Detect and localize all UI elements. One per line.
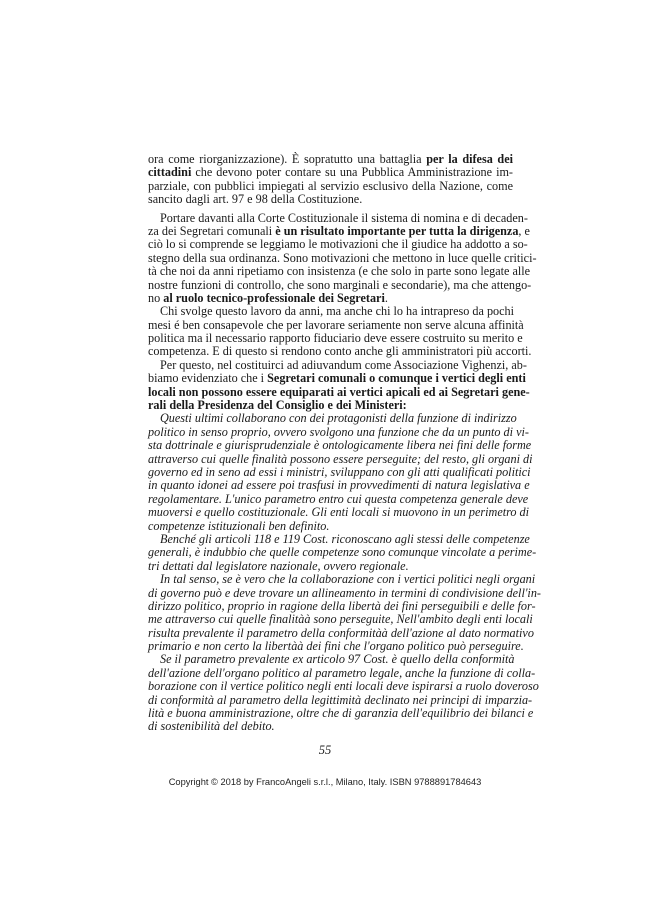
text-line [148,411,517,426]
text-run: stegno della sua ordinanza. Sono motivazioni che mettono in luce quelle critici- [148,250,537,265]
text-run: regolamentare. L'unico parametro entro cui questa competenza generale deve [148,491,529,506]
text-run: , e [518,223,530,238]
text-run: di sostenibilità del debito. [148,719,275,734]
text-line [148,612,533,627]
text-run: governo ed in seno ad essi i ministri, sviluppano con gli atti qualificati politici [148,464,531,479]
text-run: competenza. E di questo si rendono conto anche gli amministratori più accorti. [148,344,532,359]
text-run: sta dottrinale e giurisprudenziale è ontologicamente libera nei fini delle forme [148,438,532,453]
text-run: muoversi e quello costituzionale. Gli enti locali si muovono in un perimetro di [148,505,530,520]
text-line [148,237,528,252]
bold-text: cittadini [148,165,192,180]
paragraph [148,153,513,207]
text-line [148,692,533,707]
text-run: sancito dagli art. 97 e 98 della Costituzione. [148,192,363,207]
text-run: che devono poter contare su una Pubblica Amministrazione im- [191,165,513,180]
paragraph [148,210,537,306]
text-run: tri dettati dal legislatore nazionale, ovvero regionale. [148,558,409,573]
text-run: Chi svolge questo lavoro da anni, ma anche chi lo ha intrapreso da pochi [160,304,515,319]
text-line [148,250,537,265]
text-line [148,585,541,600]
page-body [148,152,541,734]
text-run: politico in senso proprio, ovvero svolgono una funzione che da un punto di vi- [148,424,529,439]
bold-text: locali non possono essere equiparati ai vertici apicali ed ai Segretari gene- [148,384,530,399]
text-run: risulta prevalente il parametro della conformitàà dell'azione al dato normativo [148,625,534,640]
text-line [148,572,536,587]
text-run: no [148,290,164,305]
text-line [148,277,532,292]
paragraph [148,357,530,413]
bold-text: al ruolo tecnico-professionale dei Segretari [163,290,385,305]
text-run: Portare davanti alla Corte Costituzionale il sistema di nomina e di decaden- [160,210,528,225]
text-line [148,180,513,193]
text-run: in quanto idonei ad essere poi trasfusi in provvedimenti di natura legislativa e [148,478,530,493]
paragraph [148,411,533,533]
text-run: biamo evidenziato che i [148,371,268,386]
text-line [148,531,530,546]
text-run: Per questo, nel costituirci ad adiuvandum come Associazione Vighenzi, ab- [160,357,527,372]
text-line [148,193,513,206]
text-line [148,384,530,399]
text-line [148,505,530,520]
paragraph [148,652,539,734]
text-run: . [384,290,388,305]
text-line [148,292,513,305]
text-line [148,464,531,479]
bold-text: è un risultato importante per tutta la dirigenza [275,223,519,238]
text-line [148,210,528,225]
text-run: mesi é ben consapevole che per lavorare seriamente non serve alcuna affinità [148,317,524,332]
text-run: politica ma il necessario rapporto fiduciario deve essere costruito su merito e [148,331,523,346]
text-line [148,223,530,238]
text-run: za dei Segretari comunali [148,223,276,238]
text-line [148,545,537,560]
text-run: dell'azione dell'organo politico al parametro legale, anche la funzione di colla- [148,665,536,680]
text-line [148,720,513,733]
text-line [148,653,513,666]
text-run: lità e buona amministrazione, oltre che di garanzia dell'equilibrio dei bilanci e [148,706,534,721]
copyright-notice: Copyright © 2018 by FrancoAngeli s.r.l., Milano, Italy. ISBN 9788891784643 [168,776,482,787]
text-line [148,166,513,179]
text-line [148,357,527,372]
text-run: primario e non certo la libertàà dei fini che l'organo politico può perseguire. [148,639,524,654]
text-line [148,331,523,346]
text-run: generali, è indubbio che quelle competenze sono comunque vincolate a perime- [148,545,537,560]
text-line [148,344,532,359]
text-line [148,625,534,640]
text-run: Questi ultimi collaborano con dei protagonisti della funzione di indirizzo [160,411,517,426]
text-line [148,317,524,332]
text-run: attraverso cui quelle finalità possono essere perseguite; del resto, gli organi di [148,451,533,466]
text-line [148,153,513,166]
text-line [148,665,536,680]
text-line [148,478,530,493]
text-run: di conformità al parametro della legittimità declinato nei principi di imparzia- [148,692,533,707]
bold-text: rali della Presidenza del Consiglio e dei Ministeri: [148,398,407,413]
text-run: In tal senso, se è vero che la collaborazione con i vertici politici negli organi [160,572,536,587]
text-run: parziale, con pubblici impiegati al servizio esclusivo della Nazione, come [148,178,513,193]
paragraph [148,304,532,359]
text-line [148,560,513,573]
text-line [148,424,529,439]
text-line [148,264,531,279]
paragraph [148,531,537,573]
text-run: tà che noi da anni ripetiamo con insistenza (e che solo in parte sono legate alle [148,264,531,279]
text-run: competenze istituzionali ben definito. [148,518,330,533]
text-line [148,598,536,613]
text-line [148,520,513,533]
text-run: di governo può e deve trovare un allineamento in termini di condivisione dell'in- [148,585,541,600]
text-run: me attraverso cui quelle finalitàà sono perseguite, Nell'ambito degli enti locali [148,612,533,627]
text-line [148,491,529,506]
text-line [148,399,513,412]
text-run: ciò lo si comprende se leggiamo le motivazioni che il giudice ha addotto a so- [148,237,528,252]
text-run: Se il parametro prevalente ex articolo 97 Cost. è quello della conformità [160,652,515,667]
text-line [148,371,526,386]
page-number: 55 [318,742,332,757]
text-run: nostre funzioni di controllo, che sono marginali e secondarie), ma che attengo- [148,277,532,292]
text-run: dirizzo politico, proprio in ragione della libertà dei fini perseguibili e delle for- [148,598,536,613]
bold-text: per la difesa dei [426,152,513,166]
text-line [148,305,513,318]
text-run: borazione con il vertice politico negli enti locali deve ispirarsi a ruolo doveroso [148,679,539,694]
text-line [148,451,533,466]
text-run: ora come riorganizzazione). È sopratutto una battaglia [148,152,427,166]
paragraph [148,572,541,654]
page-wrapper [0,153,650,788]
text-line [148,438,532,453]
text-line [148,639,524,654]
text-line [148,679,539,694]
text-run: Benché gli articoli 118 e 119 Cost. riconoscano agli stessi delle competenze [160,531,530,546]
text-line [148,706,534,721]
bold-text: Segretari comunali o comunque i vertici degli enti [267,371,526,386]
